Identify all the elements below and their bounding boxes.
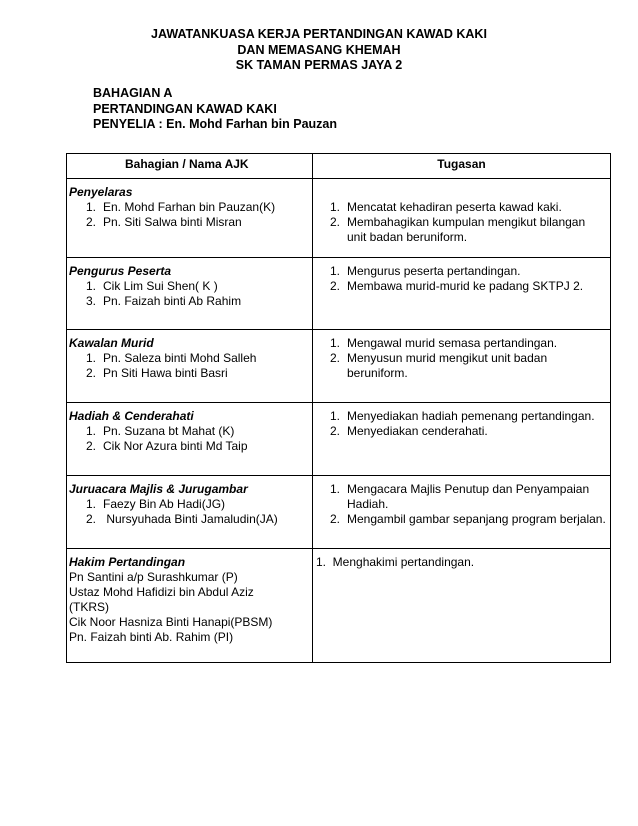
committee-cell [67,476,313,549]
role-title: Penyelaras [69,185,133,199]
task-item: 1. Mengawal murid semasa pertandingan. [329,336,558,350]
tasks-cell [313,403,611,476]
committee-cell [67,403,313,476]
column-header-tasks: Tugasan [313,154,611,179]
table-row [67,476,611,549]
member-item: 1. Pn. Saleza binti Mohd Salleh [85,351,257,365]
judge-line: Cik Noor Hasniza Binti Hanapi(PBSM) [69,615,273,629]
role-title: Juruacara Majlis & Jurugambar [69,482,248,496]
task-item: 1. Mengurus peserta pertandingan. [329,264,521,278]
committee-cell [67,549,313,663]
tasks-cell [313,258,611,330]
committee-cell [67,258,313,330]
task-item: 1. Menyediakan hadiah pemenang pertandingan. [329,409,595,423]
member-item: 1. Faezy Bin Ab Hadi(JG) [85,497,226,511]
member-item: 2. Nursyuhada Binti Jamaludin(JA) [85,512,278,526]
member-item: 2. Pn. Siti Salwa binti Misran [85,215,242,229]
judge-line: Pn Santini a/p Surashkumar (P) [69,570,238,584]
tasks-cell [313,549,611,663]
member-item: 1. Cik Lim Sui Shen( K ) [85,279,218,293]
member-item: 3. Pn. Faizah binti Ab Rahim [85,294,242,308]
role-title: Hakim Pertandingan [69,555,186,569]
member-item: 1. En. Mohd Farhan bin Pauzan(K) [85,200,276,214]
committee-cell [67,179,313,258]
task-item: 2. Mengambil gambar sepanjang program berjalan. [329,512,606,526]
section-supervisor: PENYELIA : En. Mohd Farhan bin Pauzan [93,117,337,131]
task-item: 1. Mengacara Majlis Penutup dan Penyampaian Hadiah. [329,482,590,511]
title-line-2: DAN MEMASANG KHEMAH [237,42,401,57]
task-item: 1. Menghakimi pertandingan. [316,555,475,569]
role-title: Kawalan Murid [69,336,154,350]
committee-cell [67,330,313,403]
task-item: 1. Mencatat kehadiran peserta kawad kaki. [329,200,562,214]
task-item: 2. Membawa murid-murid ke padang SKTPJ 2. [329,279,584,293]
task-item: 2. Membahagikan kumpulan mengikut bilangan unit badan beruniform. [329,215,586,244]
committee-table [66,153,611,663]
document-title [0,27,638,74]
table-row [67,549,611,663]
judge-line: (TKRS) [69,600,109,614]
title-line-1: JAWATANKUASA KERJA PERTANDINGAN KAWAD KAKI [151,27,487,41]
tasks-cell [313,179,611,258]
table-row [67,179,611,258]
role-title: Pengurus Peserta [69,264,172,278]
section-heading [93,86,337,133]
table-header-row [67,154,611,179]
column-header-committee: Bahagian / Nama AJK [67,154,313,179]
member-item: 1. Pn. Suzana bt Mahat (K) [85,424,235,438]
title-line-3: SK TAMAN PERMAS JAYA 2 [235,58,403,72]
section-part: BAHAGIAN A [93,86,173,100]
table-row [67,403,611,476]
table-row [67,330,611,403]
judge-line: Ustaz Mohd Hafidizi bin Abdul Aziz [69,585,254,599]
task-item: 2. Menyediakan cenderahati. [329,424,488,438]
member-item: 2. Pn Siti Hawa binti Basri [85,366,228,380]
role-title: Hadiah & Cenderahati [69,409,194,423]
member-item: 2. Cik Nor Azura binti Md Taip [85,439,248,453]
tasks-cell [313,476,611,549]
tasks-cell [313,330,611,403]
section-name: PERTANDINGAN KAWAD KAKI [93,101,277,116]
table-row [67,258,611,330]
judge-line: Pn. Faizah binti Ab. Rahim (PI) [69,630,234,644]
task-item: 2. Menyusun murid mengikut unit badan beruniform. [329,351,548,380]
